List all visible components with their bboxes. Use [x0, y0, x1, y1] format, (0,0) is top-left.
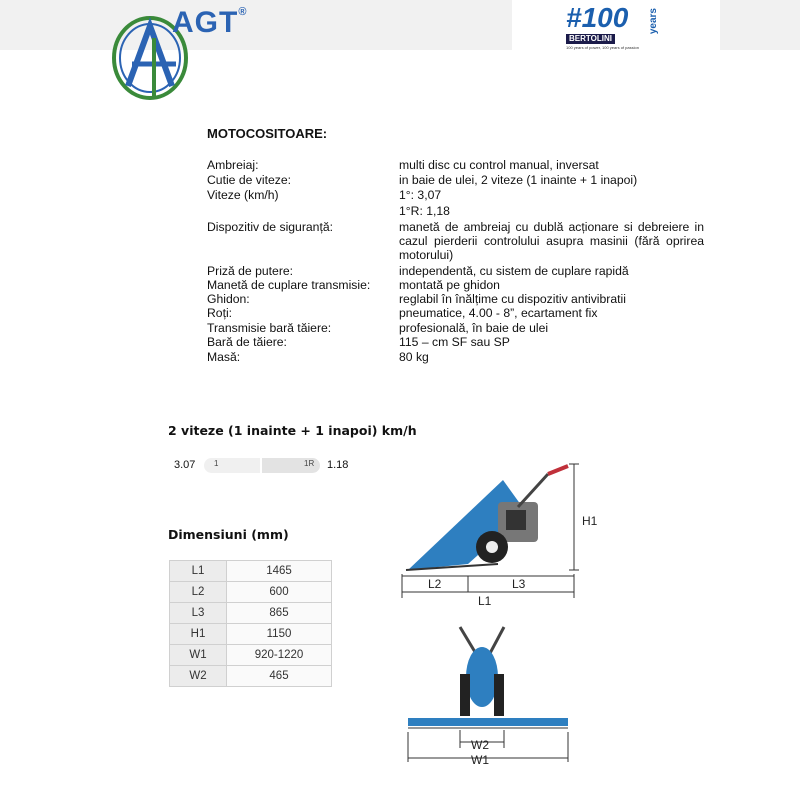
dimension-key: W1 [170, 645, 227, 666]
spec-label: Bară de tăiere: [207, 335, 287, 349]
spec-value: pneumatice, 4.00 - 8”, ecartament fix [399, 306, 598, 320]
spec-value: montată pe ghidon [399, 278, 500, 292]
table-row [170, 645, 332, 666]
spec-label: Priză de putere: [207, 264, 294, 278]
dimension-value: 1150 [227, 624, 332, 645]
spec-label: Cutie de viteze: [207, 173, 292, 187]
bertolini-tagline: 100 years of power, 100 years of passion [566, 45, 639, 50]
l2-label: L2 [428, 577, 442, 591]
forward-speed-value: 3.07 [174, 459, 196, 471]
agt-wordmark: AGT® [172, 6, 248, 39]
spec-label: Transmisie bară tăiere: [207, 321, 332, 335]
dimension-value: 865 [227, 603, 332, 624]
spec-label: Roți: [207, 306, 233, 320]
l1-label: L1 [478, 594, 492, 608]
speed-bar [204, 458, 322, 473]
l3-label: L3 [512, 577, 526, 591]
specs-title: MOTOCOSITOARE: [207, 126, 328, 141]
machine-diagrams [398, 452, 598, 772]
h1-label: H1 [582, 514, 598, 528]
spec-label: Masă: [207, 350, 241, 364]
speeds-title: 2 viteze (1 inainte + 1 inapoi) km/h [168, 423, 417, 438]
bertolini-100-mark: #100 [566, 2, 629, 33]
table-row [170, 624, 332, 645]
dimension-key: L2 [170, 582, 227, 603]
spec-value: 1°R: 1,18 [399, 204, 450, 218]
w2-label: W2 [471, 738, 489, 752]
dimension-value: 1465 [227, 561, 332, 582]
table-row [170, 561, 332, 582]
side-view-diagram [398, 452, 598, 772]
spec-value: multi disc cu control manual, inversat [399, 158, 599, 172]
table-row [170, 666, 332, 687]
table-row [170, 582, 332, 603]
dimension-key: H1 [170, 624, 227, 645]
spec-label: Ambreiaj: [207, 158, 259, 172]
dimensions-title: Dimensiuni (mm) [168, 527, 289, 542]
spec-label: Viteze (km/h) [207, 188, 279, 202]
spec-label: Manetă de cuplare transmisie: [207, 278, 371, 292]
dimension-key: L1 [170, 561, 227, 582]
spec-value: 80 kg [399, 350, 429, 364]
dimension-key: W2 [170, 666, 227, 687]
dimension-value: 465 [227, 666, 332, 687]
spec-value: 1°: 3,07 [399, 188, 442, 202]
dimension-key: L3 [170, 603, 227, 624]
spec-value: reglabil în înălțime cu dispozitiv antivibratii [399, 292, 626, 306]
spec-value: 115 – cm SF sau SP [399, 335, 510, 349]
spec-value: manetă de ambreiaj cu dublă acționare si debreiere in cazul pierderii controlului asupra masinii (fără oprirea motorului) [399, 220, 704, 262]
bertolini-years-label: years [648, 8, 659, 35]
dimension-value: 600 [227, 582, 332, 603]
dimensions-table [169, 560, 332, 687]
bertolini-name-badge: BERTOLINI [566, 34, 615, 44]
spec-label: Ghidon: [207, 292, 250, 306]
forward-gear-label: 1 [214, 459, 219, 468]
table-row [170, 603, 332, 624]
registered-mark: ® [238, 6, 248, 18]
w1-label: W1 [471, 753, 489, 767]
reverse-gear-label: 1R [304, 459, 315, 468]
forward-speed-segment [204, 458, 260, 473]
spec-value: independentă, cu sistem de cuplare rapidă [399, 264, 629, 278]
dimension-value: 920-1220 [227, 645, 332, 666]
spec-value: in baie de ulei, 2 viteze (1 inainte + 1 inapoi) [399, 173, 638, 187]
front-body-shape [466, 647, 498, 707]
spec-label: Dispozitiv de siguranță: [207, 220, 333, 234]
spec-value: profesională, în baie de ulei [399, 321, 549, 335]
reverse-speed-value: 1.18 [327, 459, 349, 471]
